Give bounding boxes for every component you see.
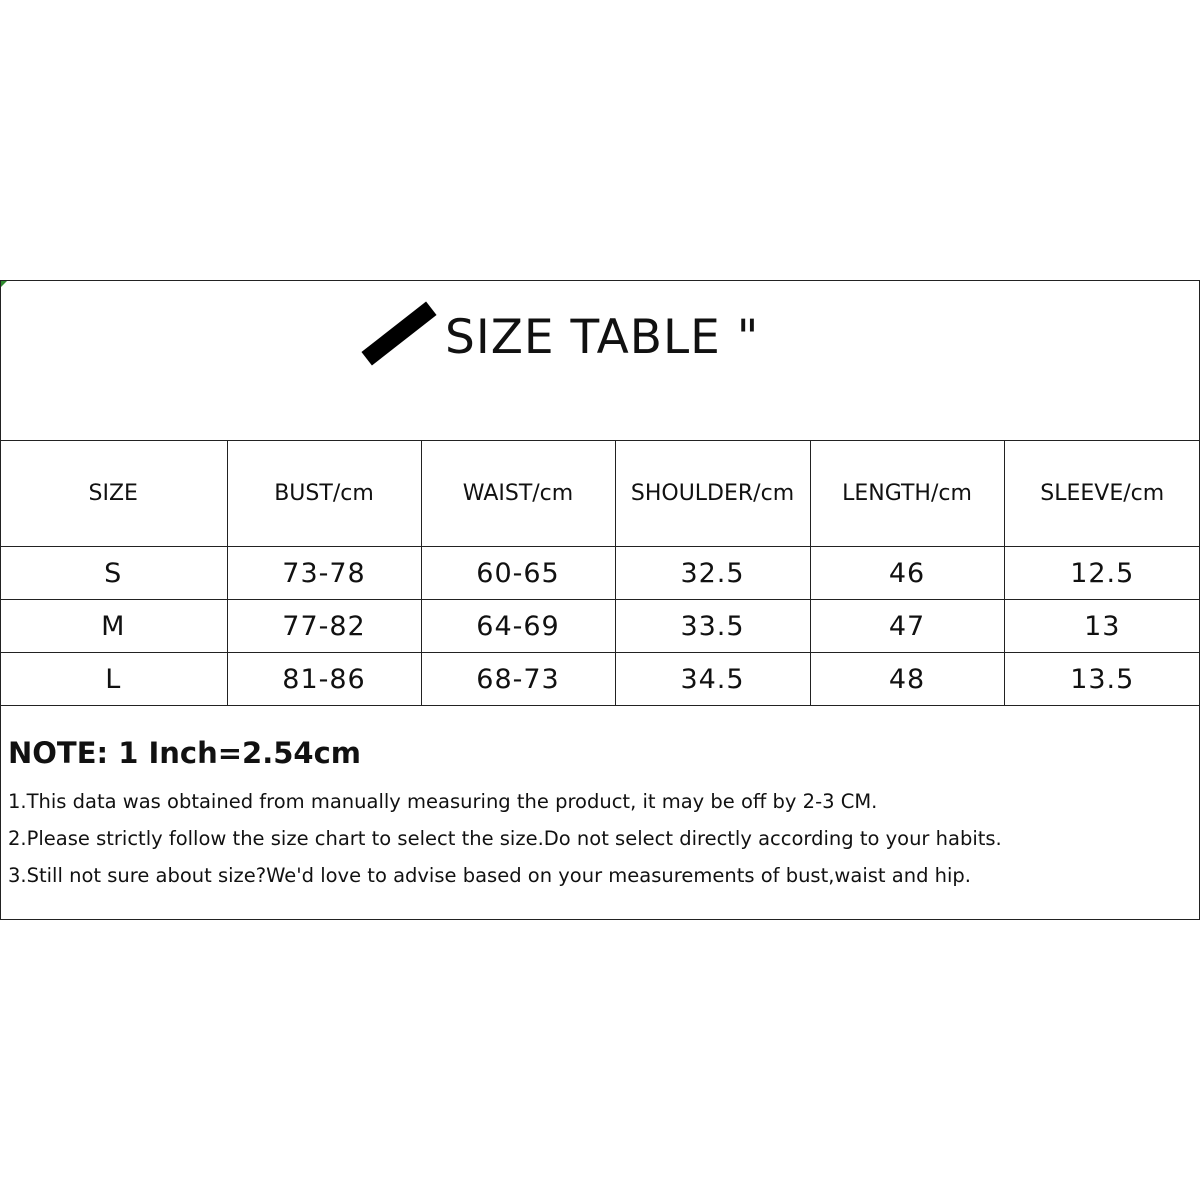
table-cell: 13 [1004, 600, 1200, 653]
note-line-3: 3.Still not sure about size?We'd love to advise based on your measurements of bust,waist and hip. [8, 863, 971, 887]
table-cell: L [0, 653, 227, 706]
corner-mark [1, 281, 7, 287]
table-cell: 13.5 [1004, 653, 1200, 706]
note-line-1: 1.This data was obtained from manually measuring the product, it may be off by 2-3 CM. [8, 789, 878, 813]
table-cell: 33.5 [615, 600, 810, 653]
note-title: NOTE: 1 Inch=2.54cm [8, 736, 362, 770]
table-cell: 68-73 [421, 653, 615, 706]
column-header-shoulder: SHOULDER/cm [615, 441, 810, 547]
table-cell: 32.5 [615, 547, 810, 600]
table-cell: 46 [810, 547, 1004, 600]
table-header-row [0, 441, 1200, 547]
table-row [0, 653, 1200, 706]
table-row [0, 600, 1200, 653]
table-cell: 64-69 [421, 600, 615, 653]
table-cell: 12.5 [1004, 547, 1200, 600]
table-cell: 60-65 [421, 547, 615, 600]
column-header-bust: BUST/cm [227, 441, 421, 547]
table-cell: 73-78 [227, 547, 421, 600]
table-cell: M [0, 600, 227, 653]
table-row [0, 547, 1200, 600]
table-cell: 77-82 [227, 600, 421, 653]
note-line-2: 2.Please strictly follow the size chart to select the size.Do not select directly according to your habits. [8, 826, 1002, 850]
column-header-sleeve: SLEEVE/cm [1004, 441, 1200, 547]
notes-section [8, 736, 1188, 894]
table-cell: 81-86 [227, 653, 421, 706]
column-header-length: LENGTH/cm [810, 441, 1004, 547]
table-cell: 48 [810, 653, 1004, 706]
table-cell: S [0, 547, 227, 600]
column-header-size: SIZE [0, 441, 227, 547]
column-header-waist: WAIST/cm [421, 441, 615, 547]
size-table [0, 440, 1200, 706]
table-cell: 47 [810, 600, 1004, 653]
table-cell: 34.5 [615, 653, 810, 706]
page-title: SIZE TABLE " [445, 310, 760, 365]
